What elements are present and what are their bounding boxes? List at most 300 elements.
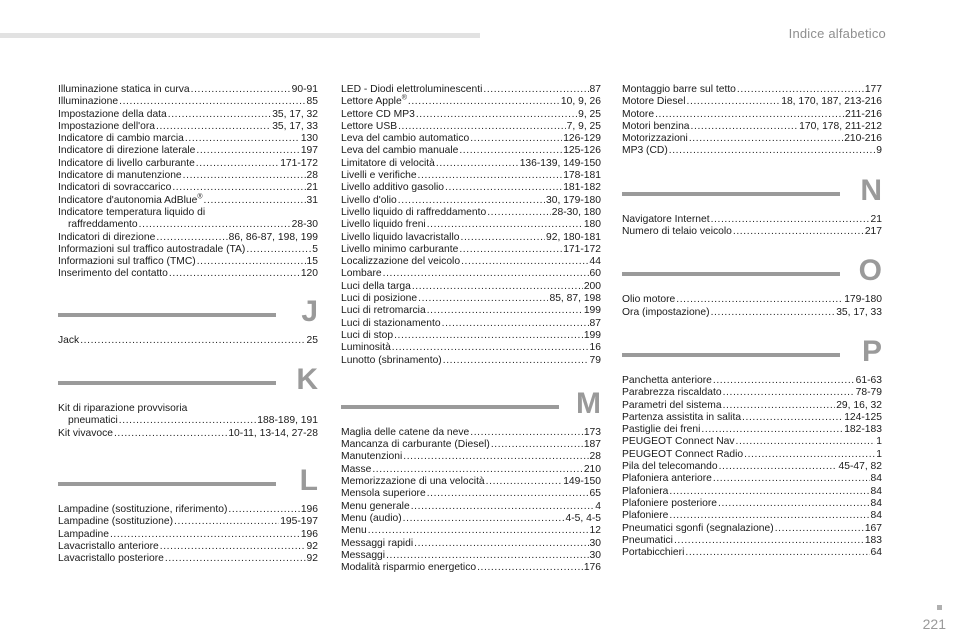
entry-term-text: Lettore CD MP3 xyxy=(341,108,415,120)
index-entry xyxy=(341,488,601,500)
dot-leader xyxy=(685,547,869,559)
entry-term xyxy=(341,464,371,476)
entry-term xyxy=(58,504,227,516)
dot-leader xyxy=(110,529,300,541)
entry-term-text: Limitatore di velocità xyxy=(341,157,435,169)
dot-leader xyxy=(403,451,588,463)
dot-leader xyxy=(459,145,562,157)
entry-pages: 9 xyxy=(876,145,882,157)
section-header-o xyxy=(622,254,882,290)
entry-pages: 18, 170, 187, 213-216 xyxy=(781,96,882,108)
dot-leader xyxy=(372,464,582,476)
dot-leader xyxy=(443,355,589,367)
index-entry xyxy=(341,121,601,133)
dot-leader xyxy=(165,553,306,565)
entry-term-text: Menu (audio) xyxy=(341,512,402,524)
dot-leader xyxy=(197,256,306,268)
index-entry xyxy=(341,305,601,317)
entry-term-text: Livello minimo carburante xyxy=(341,243,459,255)
entry-pages: 177 xyxy=(864,84,882,95)
entry-term xyxy=(341,538,413,550)
entry-pages: 87 xyxy=(589,84,601,95)
index-entry xyxy=(341,451,601,463)
entry-term xyxy=(58,158,195,170)
index-entry xyxy=(341,170,601,182)
index-entry xyxy=(58,415,318,427)
dot-leader xyxy=(246,244,311,256)
entry-pages: 195-197 xyxy=(280,516,318,528)
entry-term xyxy=(622,523,774,535)
dot-leader xyxy=(459,244,562,256)
dot-leader xyxy=(713,473,870,485)
entry-term xyxy=(341,207,486,219)
entry-term-text: Lavacristallo anteriore xyxy=(58,540,159,552)
entry-pages: 170, 178, 211-212 xyxy=(799,120,882,132)
section-header-p xyxy=(622,334,882,371)
entry-pages: 136-139, 149-150 xyxy=(519,157,601,169)
entry-pages: 199 xyxy=(583,305,601,317)
dot-leader xyxy=(174,516,279,528)
entry-pages: 181-182 xyxy=(563,182,601,194)
index-column-3 xyxy=(622,84,882,559)
entry-term xyxy=(341,244,458,256)
dot-leader xyxy=(172,182,305,194)
index-entry xyxy=(341,538,601,550)
entry-pages: 87 xyxy=(589,317,601,329)
dot-leader xyxy=(737,84,864,96)
entry-term xyxy=(622,109,654,121)
entry-term-text: Numero di telaio veicolo xyxy=(622,226,732,238)
dot-leader xyxy=(718,498,870,510)
section-header-l xyxy=(58,463,318,500)
entry-term xyxy=(341,268,382,280)
dot-leader xyxy=(487,207,551,219)
dot-leader xyxy=(687,96,781,108)
index-entry xyxy=(622,424,882,436)
entry-term xyxy=(622,449,743,461)
dot-leader xyxy=(114,428,227,440)
entry-term xyxy=(341,513,402,525)
index-entry xyxy=(58,109,318,121)
index-entry xyxy=(622,214,882,226)
entry-term-text: Ora (impostazione) xyxy=(622,306,710,318)
section-divider xyxy=(622,353,840,357)
entry-term xyxy=(622,535,673,547)
entry-term-text: pneumatici xyxy=(68,415,118,427)
dot-leader xyxy=(398,121,566,133)
dot-leader xyxy=(368,525,589,537)
footer-marker xyxy=(937,605,942,610)
index-entry xyxy=(341,562,601,574)
entry-term xyxy=(622,294,675,306)
section-letter-j: J xyxy=(301,294,318,328)
index-entry xyxy=(58,195,318,207)
entry-term-text: Livello liquido freni xyxy=(341,219,426,231)
dot-leader xyxy=(736,436,876,448)
index-entry xyxy=(341,439,601,451)
entries-n xyxy=(622,214,882,239)
index-entry xyxy=(58,553,318,565)
index-entry xyxy=(622,486,882,498)
entry-term xyxy=(58,335,79,347)
entry-pages: 1 xyxy=(876,448,882,460)
entry-pages: 126-129 xyxy=(563,133,601,145)
index-entry xyxy=(341,232,601,244)
dot-leader xyxy=(185,133,300,145)
entry-term xyxy=(622,498,717,510)
entry-pages: 196 xyxy=(300,503,318,515)
entry-term-text: Luci di stazionamento xyxy=(341,317,441,329)
index-entry xyxy=(58,516,318,528)
entry-term-text: Informazioni sul traffico (TMC) xyxy=(58,256,196,268)
entry-term xyxy=(341,96,407,108)
entry-pages: 10, 9, 26 xyxy=(560,96,601,108)
index-entry xyxy=(58,96,318,108)
index-entry xyxy=(58,244,318,256)
entry-term-text: Lettore USB xyxy=(341,120,398,132)
index-entry xyxy=(341,501,601,513)
entry-term-text: Illuminazione xyxy=(58,96,119,108)
entry-term-text: Messaggi xyxy=(341,549,386,561)
entry-term xyxy=(622,96,686,108)
dot-leader xyxy=(168,109,271,121)
section-divider xyxy=(58,381,276,385)
entry-pages: 187 xyxy=(583,439,601,451)
entry-term-text: Lampadine xyxy=(58,528,109,540)
entry-pages: 149-150 xyxy=(563,476,601,488)
dot-leader xyxy=(483,84,588,96)
entry-term-text: Partenza assistita in salita xyxy=(622,411,742,423)
entry-pages: 217 xyxy=(864,226,882,238)
index-entry xyxy=(58,403,318,415)
index-entry xyxy=(341,207,601,219)
entry-pages: 25 xyxy=(306,334,318,346)
dot-leader xyxy=(139,219,291,231)
index-entry xyxy=(58,207,318,219)
entry-term-text: PEUGEOT Connect Radio xyxy=(622,448,744,460)
entry-term-text: Impostazione dell'ora xyxy=(58,120,155,132)
index-entry xyxy=(341,182,601,194)
entry-pages: 84 xyxy=(870,497,882,509)
entries-m xyxy=(341,427,601,575)
index-entry xyxy=(58,170,318,182)
index-entry xyxy=(622,547,882,559)
entry-pages: 84 xyxy=(870,485,882,497)
entry-pages: 171-172 xyxy=(280,157,318,169)
entry-pages: 28 xyxy=(589,451,601,463)
index-entry xyxy=(58,529,318,541)
registered-mark: ® xyxy=(401,94,407,102)
dot-leader xyxy=(719,461,838,473)
entry-term xyxy=(58,170,182,182)
entry-pages: 35, 17, 33 xyxy=(836,306,882,318)
entry-term-text: Motore xyxy=(622,108,655,120)
dot-leader xyxy=(119,96,305,108)
entry-pages: 211-216 xyxy=(844,108,882,120)
entry-term xyxy=(341,305,426,317)
index-entry xyxy=(341,145,601,157)
entry-term xyxy=(58,84,190,96)
dot-leader xyxy=(669,510,869,522)
entries-o xyxy=(622,294,882,319)
section-divider xyxy=(622,192,840,196)
index-entry xyxy=(622,294,882,306)
entry-pages: 44 xyxy=(589,256,601,268)
dot-leader xyxy=(80,335,305,347)
index-entry xyxy=(622,461,882,473)
entry-term xyxy=(622,424,700,436)
entry-pages: 92, 180-181 xyxy=(546,231,601,243)
entry-pages: 28 xyxy=(306,170,318,182)
index-entry xyxy=(341,550,601,562)
entry-pages: 4 xyxy=(595,500,601,512)
dot-leader xyxy=(383,268,589,280)
entry-pages: 179-180 xyxy=(844,294,882,306)
entry-term xyxy=(341,232,459,244)
entries-l xyxy=(341,84,601,367)
entry-pages: 90-91 xyxy=(291,84,318,95)
index-entry xyxy=(341,219,601,231)
entry-pages: 4-5, 4-5 xyxy=(565,512,601,524)
entry-term xyxy=(341,84,482,96)
entries-l xyxy=(58,504,318,565)
entry-term xyxy=(622,84,736,96)
entry-term-text: Masse xyxy=(341,463,372,475)
entry-pages: 64 xyxy=(870,547,882,559)
dot-leader xyxy=(674,535,864,547)
entry-pages: 167 xyxy=(864,522,882,534)
entry-pages: 15 xyxy=(306,256,318,268)
dot-leader xyxy=(418,170,563,182)
dot-leader xyxy=(191,84,291,96)
dot-leader xyxy=(386,550,588,562)
index-entry xyxy=(341,330,601,342)
entry-pages: 178-181 xyxy=(563,170,601,182)
entry-term xyxy=(58,133,184,145)
index-entry xyxy=(622,307,882,319)
dot-leader xyxy=(196,158,279,170)
entry-term xyxy=(341,121,397,133)
index-entry xyxy=(622,523,882,535)
entry-term-text: Manutenzioni xyxy=(341,451,403,463)
section-letter-p: P xyxy=(861,334,882,368)
dot-leader xyxy=(701,424,843,436)
dot-leader xyxy=(412,281,583,293)
dot-leader xyxy=(733,226,864,238)
entry-term xyxy=(68,219,138,231)
section-letter-l: L xyxy=(299,463,318,497)
entry-pages: 10-11, 13-14, 27-28 xyxy=(228,427,318,439)
index-entry xyxy=(58,504,318,516)
section-header-k xyxy=(58,363,318,399)
entry-pages: 45-47, 82 xyxy=(838,461,882,473)
section-divider xyxy=(58,482,276,486)
dot-leader xyxy=(392,342,589,354)
entry-term-text: Luci di stop xyxy=(341,329,394,341)
entry-term: Kit di riparazione provvisoria xyxy=(58,403,188,415)
dot-leader xyxy=(442,318,589,330)
entry-term-text: Luminosità xyxy=(341,342,391,354)
entry-pages: 210 xyxy=(583,463,601,475)
entry-term xyxy=(341,219,426,231)
entry-term-text: Lunotto (sbrinamento) xyxy=(341,354,442,366)
dot-leader xyxy=(460,232,545,244)
entry-term: Indicatore temperatura liquido di xyxy=(58,206,206,218)
entry-term-text: Olio motore xyxy=(622,294,676,306)
dot-leader xyxy=(408,96,560,108)
index-entry xyxy=(58,145,318,157)
page-title: Indice alfabetico xyxy=(788,26,886,41)
entry-term-text: MP3 (CD) xyxy=(622,145,668,157)
entry-term xyxy=(341,318,441,330)
index-entry xyxy=(622,226,882,238)
dot-leader xyxy=(742,412,843,424)
dot-leader xyxy=(775,523,864,535)
entry-term xyxy=(622,214,710,226)
entries-k xyxy=(58,403,318,440)
dot-leader xyxy=(676,294,843,306)
section-letter-k: K xyxy=(296,363,318,397)
entry-pages: 31 xyxy=(306,194,318,206)
section-header-j xyxy=(58,294,318,331)
entry-term-text: Motorizzazioni xyxy=(622,133,688,145)
index-entry xyxy=(341,268,601,280)
entry-term xyxy=(341,109,415,121)
section-letter-m: M xyxy=(576,386,601,420)
index-entry xyxy=(341,318,601,330)
entry-pages: 188-189, 191 xyxy=(257,415,318,427)
index-entry xyxy=(341,476,601,488)
entry-pages: 180 xyxy=(583,219,601,231)
dot-leader xyxy=(394,330,583,342)
dot-leader xyxy=(403,513,565,525)
entry-term-text: Indicatore di direzione laterale xyxy=(58,145,196,157)
index-entry xyxy=(341,355,601,367)
entry-pages: 35, 17, 32 xyxy=(272,108,318,120)
entry-term-text: Pastiglie dei freni xyxy=(622,424,701,436)
entry-term-text: Pneumatici xyxy=(622,534,673,546)
entry-pages: 210-216 xyxy=(844,133,882,145)
index-entry xyxy=(622,96,882,108)
entry-pages: 86, 86-87, 198, 199 xyxy=(228,231,318,243)
index-entry xyxy=(341,195,601,207)
entry-pages: 196 xyxy=(300,528,318,540)
entry-pages: 12 xyxy=(589,525,601,537)
entry-term xyxy=(622,307,710,319)
index-entry xyxy=(341,464,601,476)
entry-term xyxy=(622,375,712,387)
index-entry xyxy=(622,498,882,510)
index-entry xyxy=(341,84,601,96)
entry-term xyxy=(58,109,167,121)
entry-pages: 65 xyxy=(589,488,601,500)
dot-leader xyxy=(436,158,519,170)
entry-pages: 173 xyxy=(583,426,601,438)
dot-leader xyxy=(196,145,299,157)
index-entry xyxy=(622,510,882,522)
entry-term-text: Messaggi rapidi xyxy=(341,537,414,549)
dot-leader xyxy=(711,307,836,319)
index-entry xyxy=(58,335,318,347)
dot-leader xyxy=(156,232,227,244)
index-entry xyxy=(622,375,882,387)
entry-pages: 171-172 xyxy=(563,243,601,255)
dot-leader xyxy=(156,121,271,133)
index-column-1 xyxy=(58,84,318,565)
dot-leader xyxy=(477,562,583,574)
dot-leader xyxy=(744,449,875,461)
index-entry xyxy=(341,513,601,525)
index-entry xyxy=(341,427,601,439)
index-entry xyxy=(341,96,601,108)
entry-term xyxy=(341,550,385,562)
entry-pages: 9, 25 xyxy=(578,108,601,120)
dot-leader xyxy=(691,121,799,133)
entry-pages: 30 xyxy=(589,549,601,561)
entry-term-text: Kit vivavoce xyxy=(58,427,113,439)
entry-term xyxy=(622,133,688,145)
entry-term-text: Plafoniere posteriore xyxy=(622,497,718,509)
index-entry xyxy=(622,145,882,157)
entry-term xyxy=(341,256,460,268)
entries-j xyxy=(58,335,318,347)
entry-pages: 125-126 xyxy=(563,145,601,157)
header-bar xyxy=(0,33,480,38)
entry-term xyxy=(341,562,476,574)
entry-term xyxy=(622,436,735,448)
entry-term-text: raffreddamento xyxy=(68,219,138,231)
entry-term-text: Indicatori di sovraccarico xyxy=(58,182,172,194)
entry-term-text: Localizzazione del veicolo xyxy=(341,256,461,268)
entry-term-text: Informazioni sul traffico autostradale (TA) xyxy=(58,243,246,255)
entry-pages: 16 xyxy=(589,342,601,354)
entry-pages: 176 xyxy=(583,562,601,574)
entry-pages: 60 xyxy=(589,268,601,280)
index-entry xyxy=(58,133,318,145)
page-number: 221 xyxy=(922,616,946,632)
dot-leader xyxy=(204,195,306,207)
dot-leader xyxy=(669,145,876,157)
entry-term xyxy=(341,476,485,488)
entry-pages: 29, 16, 32 xyxy=(836,399,882,411)
entry-term-text: Indicatore di cambio marcia xyxy=(58,133,184,145)
entry-term xyxy=(341,355,442,367)
entry-term xyxy=(341,145,458,157)
entry-term xyxy=(622,473,712,485)
dot-leader xyxy=(414,538,588,550)
index-entry xyxy=(58,182,318,194)
entry-term-text: Pila del telecomando xyxy=(622,461,718,473)
entry-term xyxy=(341,439,490,451)
dot-leader xyxy=(427,488,589,500)
entry-pages: 30 xyxy=(589,537,601,549)
section-divider xyxy=(622,272,840,276)
entry-term-text: Indicatore di livello carburante xyxy=(58,157,195,169)
index-entry xyxy=(622,436,882,448)
entry-term-text: Jack xyxy=(58,334,80,346)
entry-term-text: Menu generale xyxy=(341,500,410,512)
dot-leader xyxy=(398,195,545,207)
entry-term-text: Memorizzazione di una velocità xyxy=(341,476,485,488)
index-entry xyxy=(58,232,318,244)
index-entry xyxy=(58,121,318,133)
entry-term xyxy=(58,541,159,553)
entry-term-text: Plafoniere xyxy=(622,510,669,522)
index-entry xyxy=(341,109,601,121)
dot-leader xyxy=(723,387,855,399)
dot-leader xyxy=(470,427,583,439)
entry-pages: 92 xyxy=(306,553,318,565)
